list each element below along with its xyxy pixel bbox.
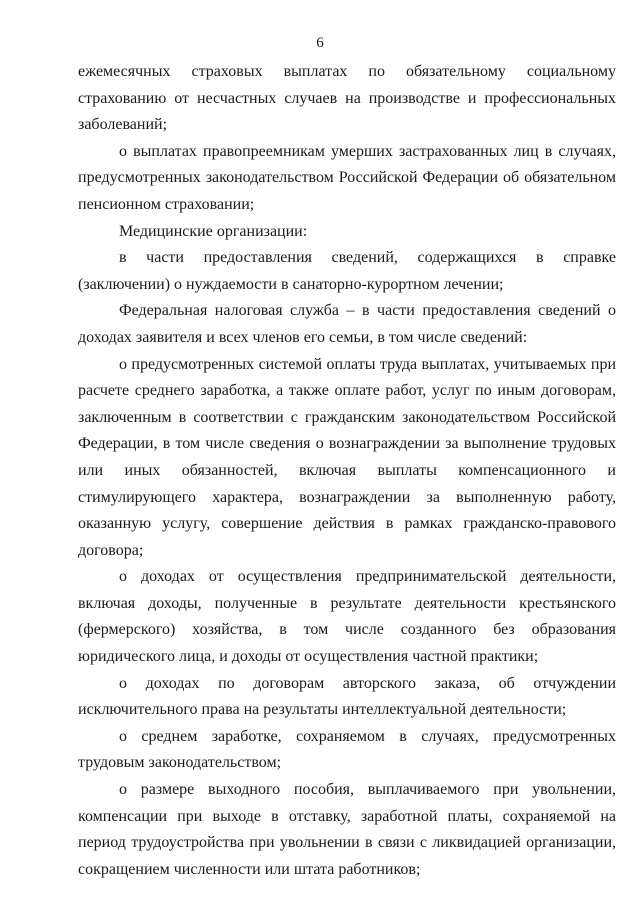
paragraph: о доходах по договорам авторского заказа, об отчуждении исключительного права на результаты интеллектуальной деятельности; (78, 674, 616, 719)
paragraph: ежемесячных страховых выплатах по обязательному социальному страхованию от несчастных случаев на производстве и профессиональных заболеваний; (78, 63, 616, 134)
paragraph: о выплатах правопреемникам умерших застрахованных лиц в случаях, предусмотренных законодательством Российской Федерации об обязательном пенсионном страховании; (78, 142, 616, 213)
paragraph: Федеральная налоговая служба – в части предоставления сведений о доходах заявителя и всех членов его семьи, в том числе сведений: (78, 302, 616, 346)
paragraph: о доходах от осуществления предпринимательской деятельности, включая доходы, полученные в результате деятельности крестьянского (фермерского) хозяйства, в том числе созданного без образования юридического лица, и доходы от осуществления частной практики; (78, 568, 616, 666)
paragraph: в части предоставления сведений, содержащихся в справке (заключении) о нуждаемости в санаторно-курортном лечении; (78, 249, 616, 293)
page-number: 6 (316, 35, 324, 51)
paragraph: о размере выходного пособия, выплачиваемого при увольнении, компенсации при выходе в отставку, заработной платы, сохраняемой на период трудоустройства при увольнении в связи с ликвидацией организации, сокращением численности или штата работников; (78, 781, 616, 878)
body-text (78, 59, 616, 883)
paragraph: Медицинские организации: (119, 222, 308, 240)
paragraph: о предусмотренных системой оплаты труда выплатах, учитываемых при расчете среднего заработка, а также оплате работ, услуг по иным договорам, заключенным в соответствии с гражданским законодательством Российской Федерации, в том числе сведения о вознаграждении за выполнение трудовых или иных обязанностей, включая выплаты компенсационного и стимулирующего характера, вознаграждении за выполненную работу, оказанную услугу, совершение действия в рамках гражданско-правового договора; (78, 355, 616, 559)
paragraph: о среднем заработке, сохраняемом в случаях, предусмотренных трудовым законодательством; (78, 727, 616, 772)
